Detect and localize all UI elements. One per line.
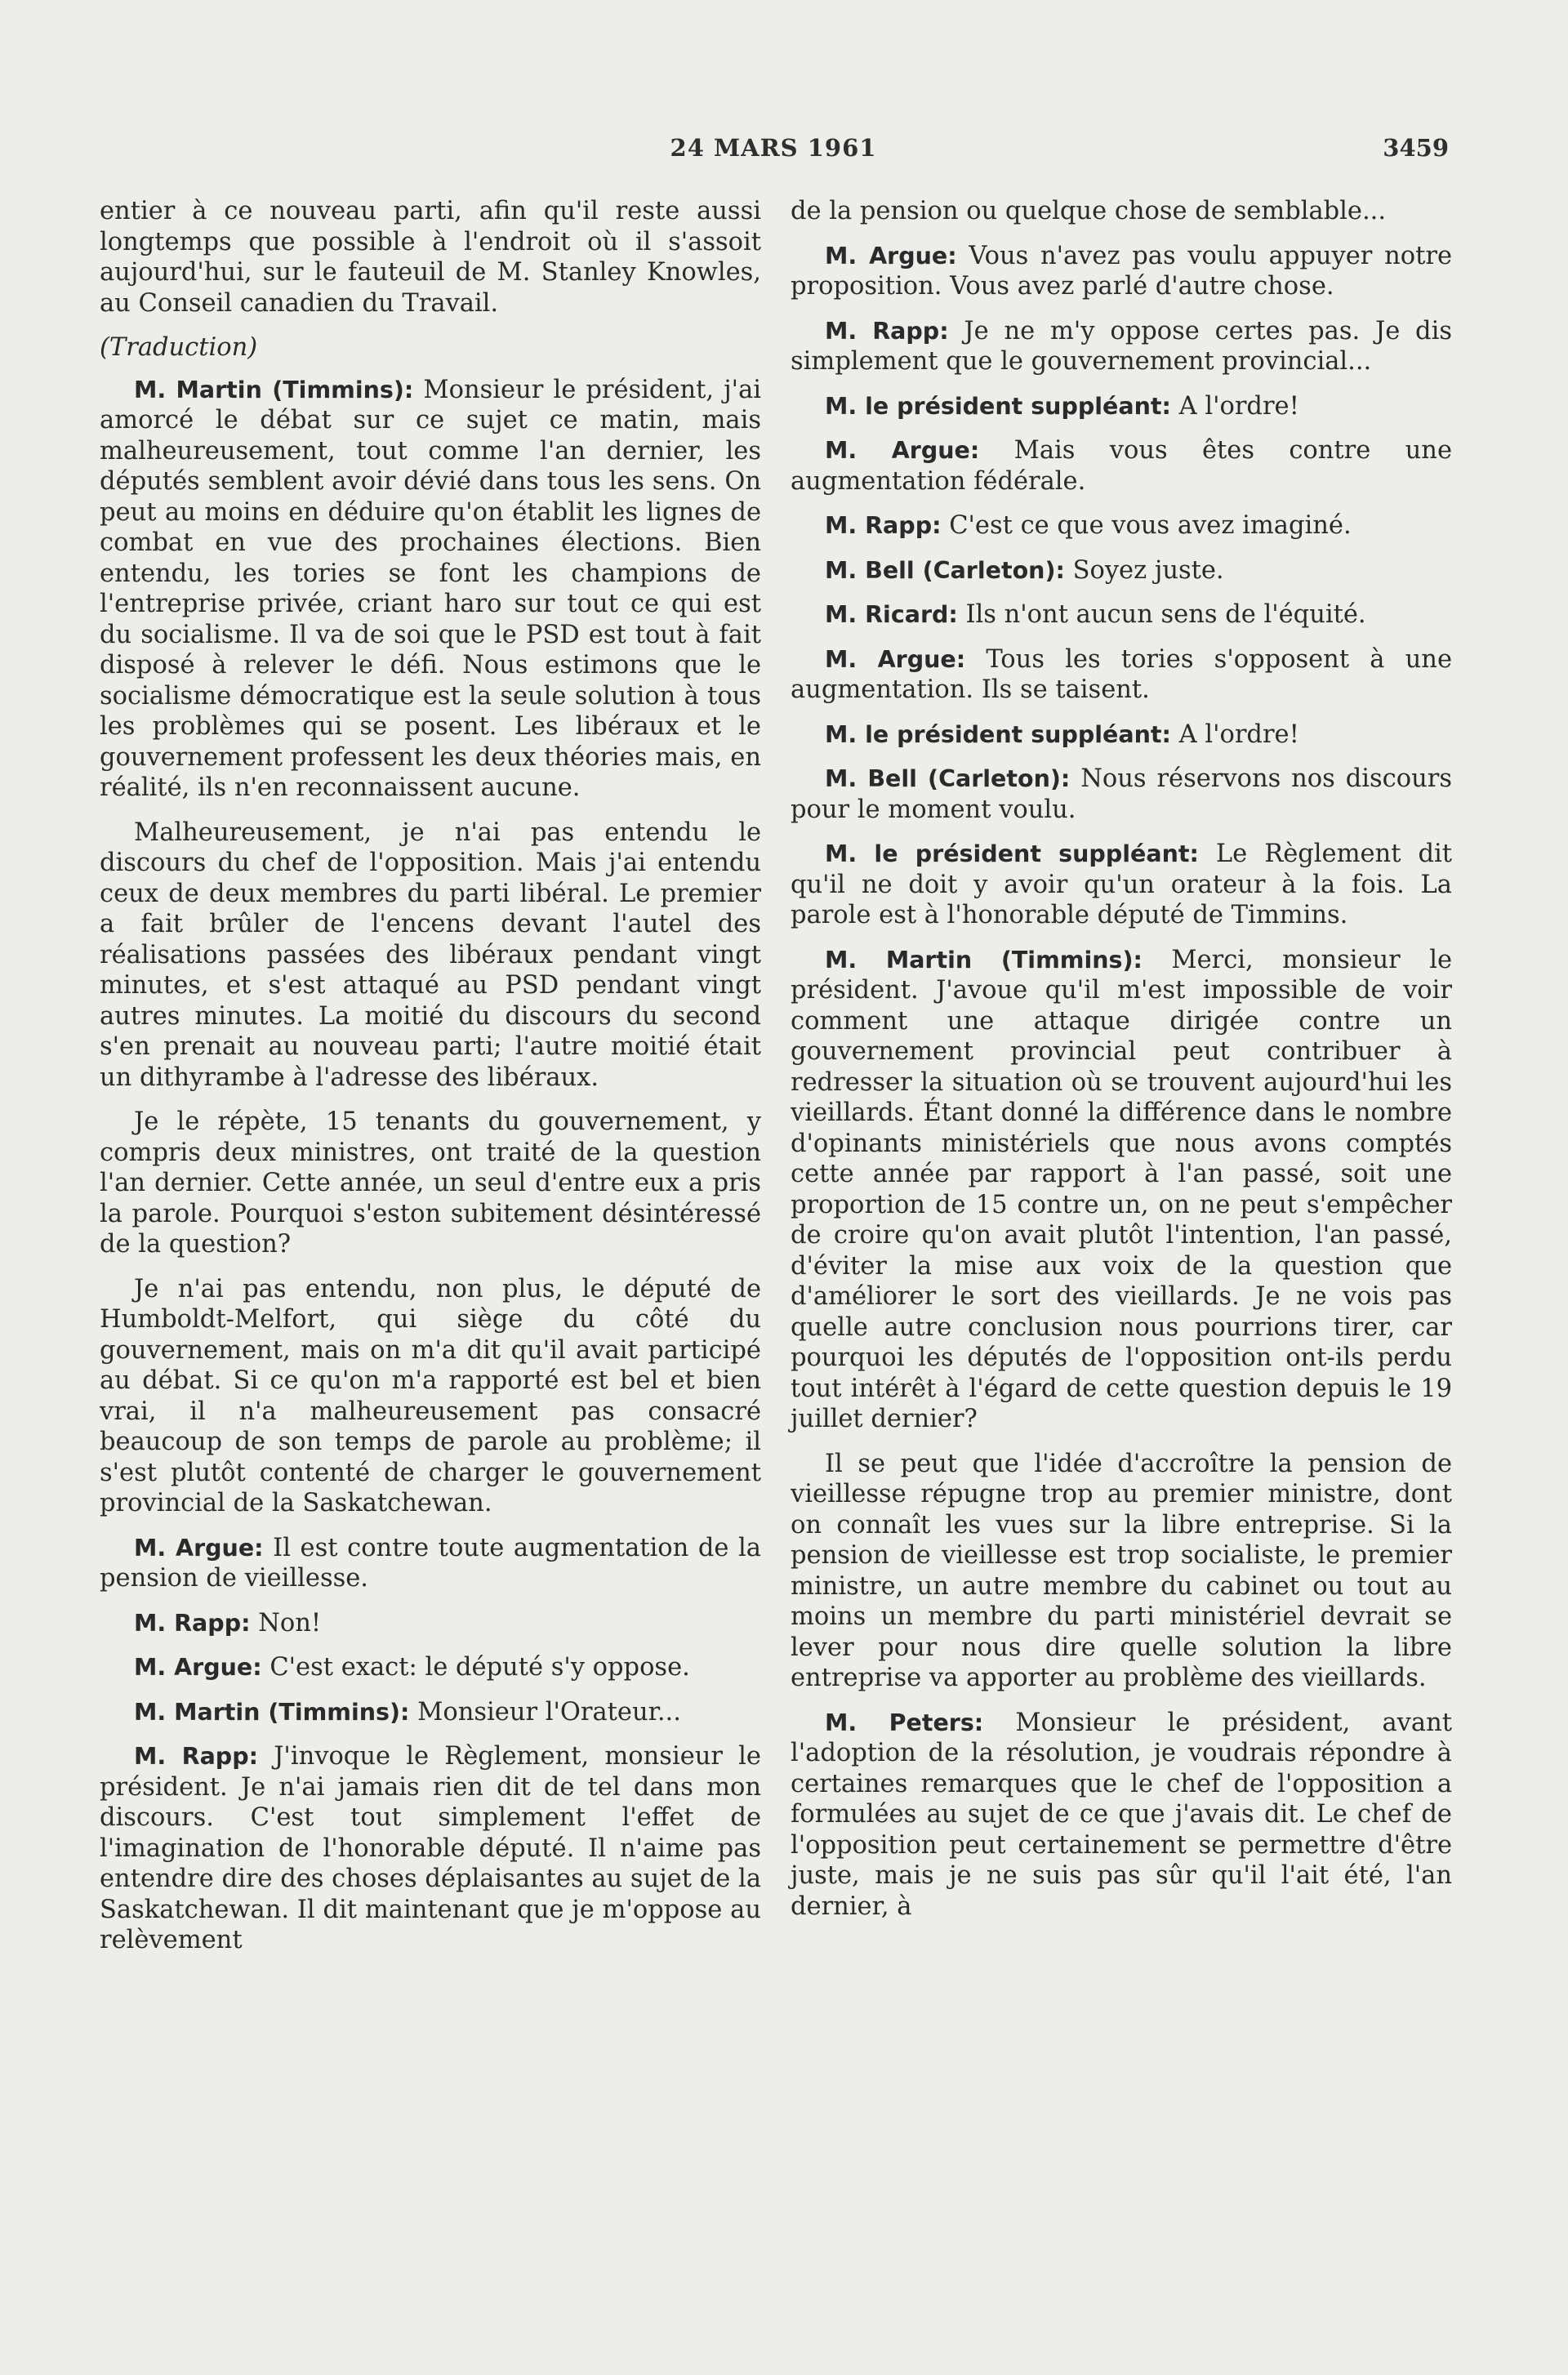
- speaker-name: M. le président suppléant:: [825, 720, 1171, 748]
- paragraph: [791, 196, 1452, 227]
- paragraph: [791, 839, 1452, 931]
- paragraph: [100, 1107, 761, 1260]
- page-number: 3459: [1383, 134, 1449, 162]
- speaker-name: M. Rapp:: [134, 1609, 251, 1637]
- paragraph-text: Je n'ai pas entendu, non plus, le député de Humboldt-Melfort, qui siège du côté du gouvernement, mais on m'a dit qu'il avait participé au débat. Si ce qu'on m'a rapporté est bel et bien vrai, il n'a malheureusement pas consacré beaucoup de son temps de parole au problème; il s'est plutôt contenté de charger le gouvernement provincial de la Saskatchewan.: [100, 1274, 761, 1517]
- paragraph: [100, 375, 761, 804]
- paragraph-text: Monsieur le président, avant l'adoption de la résolution, je voudrais répondre à certaines remarques que le chef de l'opposition a formulées au sujet de ce que j'avais dit. Le chef de l'opposition peut certainement se permettre d'être juste, mais je ne suis pas sûr qu'il l'ait été, l'an dernier, à: [791, 1708, 1452, 1921]
- paragraph-text: Le Règlement dit qu'il ne doit y avoir qu'un orateur à la fois. La parole est à l'honorable député de Timmins.: [791, 840, 1452, 929]
- paragraph-text: Il se peut que l'idée d'accroître la pension de vieillesse répugne trop au premier ministre, dont on connaît les vues sur la libre entreprise. Si la pension de vieillesse est trop socialiste, le premier ministre, un autre membre du cabinet ou tout au moins un membre du parti ministériel devrait se lever pour nous dire quelle solution la libre entreprise va apporter au problème des vieillards.: [791, 1449, 1452, 1692]
- paragraph-text: Merci, monsieur le président. J'avoue qu'il m'est impossible de voir comment une attaque dirigée contre un gouvernement provincial peut contribuer à redresser la situation où se trouvent aujourd'hui les vieillards. Étant donné la différence dans le nombre d'opinants ministériels que nous avons comptés cette année par rapport à l'an passé, soit une proportion de 15 contre un, on ne peut s'empêcher de croire qu'on avait plutôt l'intention, l'an passé, d'éviter la mise aux voix de la question que d'améliorer le sort des vieillards. Je ne vois pas quelle autre conclusion nous pourrions tirer, car pourquoi les députés de l'opposition ont-ils perdu tout intérêt à l'égard de cette question depuis le 19 juillet dernier?: [791, 945, 1452, 1433]
- paragraph: [100, 1274, 761, 1519]
- paragraph: [100, 1652, 761, 1683]
- paragraph: [791, 316, 1452, 377]
- speaker-name: M. le président suppléant:: [825, 840, 1199, 867]
- paragraph-text: C'est exact: le député s'y oppose.: [261, 1653, 690, 1682]
- paragraph-text: Monsieur le président, j'ai amorcé le débat sur ce sujet ce matin, mais malheureusement, tout comme l'an dernier, les députés semblent avoir dévié dans tous les sens. On peut au moins en déduire qu'on établit les lignes de combat en vue des prochaines élections. Bien entendu, les tories se font les champions de l'entreprise privée, criant haro sur tout ce qui est du socialisme. Il va de soi que le PSD est tout à fait disposé à relever le défi. Nous estimons que le socialisme démocratique est la seule solution à tous les problèmes qui se posent. Les libéraux et le gouvernement professent les deux théories mais, en réalité, ils n'en reconnaissent aucune.: [100, 375, 762, 802]
- paragraph-text: Je le répète, 15 tenants du gouvernement, y compris deux ministres, ont traité de la question l'an dernier. Cette année, un seul d'entre eux a pris la parole. Pourquoi s'eston subitement désintéressé de la question?: [100, 1107, 761, 1259]
- paragraph-text: Mais vous êtes contre une augmentation fédérale.: [791, 436, 1452, 496]
- speaker-name: M. Argue:: [134, 1654, 262, 1681]
- page-header: [100, 131, 1447, 172]
- paragraph: [791, 1708, 1452, 1923]
- speaker-name: M. Ricard:: [825, 601, 958, 628]
- paragraph-text: J'invoque le Règlement, monsieur le président. Je n'ai jamais rien dit de tel dans mon discours. C'est tout simplement l'effet de l'imagination de l'honorable député. Il n'aime pas entendre dire des choses déplaisantes au sujet de la Saskatchewan. Il dit maintenant que je m'oppose au relèvement: [100, 1742, 761, 1954]
- paragraph-text: entier à ce nouveau parti, afin qu'il reste aussi longtemps que possible à l'endroit où il s'assoit aujourd'hui, sur le fauteuil de M. Stanley Knowles, au Conseil canadien du Travail.: [100, 197, 761, 318]
- header-date: 24 MARS 1961: [670, 134, 877, 162]
- paragraph-text: Tous les tories s'opposent à une augmentation. Ils se taisent.: [791, 644, 1452, 704]
- paragraph: [791, 435, 1452, 497]
- speaker-name: M. Rapp:: [825, 317, 949, 345]
- paragraph: [100, 1697, 761, 1728]
- speaker-name: M. Martin (Timmins):: [134, 376, 414, 403]
- paragraph-text: Je ne m'y oppose certes pas. Je dis simplement que le gouvernement provincial...: [791, 316, 1452, 376]
- paragraph: [791, 510, 1452, 541]
- paragraph: [791, 555, 1452, 586]
- paragraph-text: Monsieur l'Orateur...: [409, 1697, 681, 1727]
- paragraph-text: (Traduction): [100, 333, 258, 362]
- paragraph: [100, 818, 761, 1094]
- paragraph-text: de la pension ou quelque chose de semblable...: [791, 197, 1387, 225]
- speaker-name: M. Argue:: [825, 645, 966, 673]
- speaker-name: M. le président suppléant:: [825, 392, 1171, 420]
- speaker-name: M. Argue:: [134, 1534, 264, 1562]
- left-column: [100, 196, 761, 1970]
- paragraph: [100, 1533, 761, 1594]
- speaker-name: M. Argue:: [825, 242, 957, 270]
- paragraph: [791, 1449, 1452, 1694]
- translation-note: [100, 332, 761, 363]
- speaker-name: M. Argue:: [825, 437, 980, 464]
- speaker-name: M. Rapp:: [134, 1743, 258, 1770]
- paragraph: [100, 1608, 761, 1639]
- speaker-name: M. Martin (Timmins):: [825, 946, 1143, 974]
- paragraph: [100, 1741, 761, 1956]
- paragraph-text: Non!: [250, 1608, 322, 1638]
- paragraph: [791, 764, 1452, 825]
- paragraph: [791, 644, 1452, 706]
- paragraph-text: Nous réservons nos discours pour le moment voulu.: [791, 764, 1452, 824]
- paragraph: [791, 599, 1452, 631]
- right-column: [791, 196, 1452, 1936]
- paragraph-text: Soyez juste.: [1064, 555, 1224, 585]
- speaker-name: M. Bell (Carleton):: [825, 765, 1071, 792]
- paragraph-text: Il est contre toute augmentation de la pension de vieillesse.: [100, 1533, 761, 1593]
- paragraph-text: Vous n'avez pas voulu appuyer notre proposition. Vous avez parlé d'autre chose.: [791, 241, 1452, 301]
- paragraph: [791, 720, 1452, 751]
- paragraph: [791, 945, 1452, 1435]
- speaker-name: M. Peters:: [825, 1709, 984, 1736]
- speaker-name: M. Bell (Carleton):: [825, 556, 1065, 584]
- speaker-name: M. Martin (Timmins):: [134, 1698, 410, 1726]
- paragraph-text: A l'ordre!: [1170, 391, 1299, 421]
- speaker-name: M. Rapp:: [825, 512, 942, 539]
- paragraph-text: Malheureusement, je n'ai pas entendu le discours du chef de l'opposition. Mais j'ai entendu ceux de deux membres du parti libéral. Le premier a fait brûler de l'encens devant l'autel des réalisations passées des libéraux pendant vingt minutes, et s'est attaqué au PSD pendant vingt autres minutes. La moitié du discours du second s'en prenait au nouveau parti; l'autre moitié était un dithyrambe à l'adresse des libéraux.: [100, 818, 761, 1092]
- paragraph-text: A l'ordre!: [1170, 720, 1299, 749]
- paragraph: [791, 391, 1452, 422]
- paragraph-text: C'est ce que vous avez imaginé.: [941, 511, 1352, 540]
- paragraph: [791, 241, 1452, 302]
- paragraph-text: Ils n'ont aucun sens de l'équité.: [957, 600, 1366, 629]
- paragraph: [100, 196, 761, 319]
